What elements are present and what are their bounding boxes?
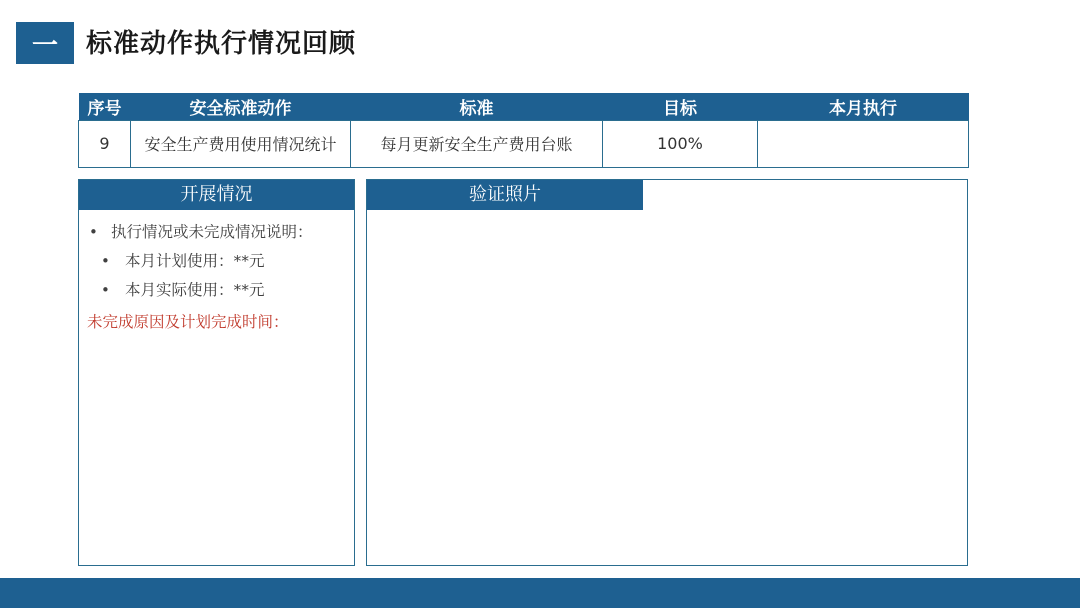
list-item	[79, 276, 354, 305]
section-number-badge: 一	[16, 22, 74, 64]
progress-panel	[78, 179, 355, 566]
cell-monthly-execution[interactable]	[758, 120, 969, 167]
progress-panel-title: 开展情况	[79, 180, 354, 210]
table-row	[79, 120, 969, 167]
bullet-dot-icon: •	[89, 223, 98, 241]
header-monthly-execution: 本月执行	[758, 93, 969, 120]
header-seq: 序号	[79, 93, 131, 120]
list-item-text: 执行情况或未完成情况说明：	[111, 223, 313, 241]
progress-bullet-list	[79, 210, 354, 305]
photo-panel-title: 验证照片	[367, 180, 643, 210]
photo-panel	[366, 179, 968, 566]
cell-standard: 每月更新安全生产费用台账	[351, 120, 603, 167]
bullet-dot-icon: •	[101, 252, 110, 270]
cell-target: 100%	[603, 120, 758, 167]
header-target: 目标	[603, 93, 758, 120]
header-standard: 标准	[351, 93, 603, 120]
cell-seq: 9	[79, 120, 131, 167]
list-item-text: 本月实际使用：**元	[125, 281, 265, 299]
list-item	[79, 247, 354, 276]
header-action: 安全标准动作	[131, 93, 351, 120]
standard-action-table	[78, 93, 969, 168]
cell-action: 安全生产费用使用情况统计	[131, 120, 351, 167]
page-title: 标准动作执行情况回顾	[86, 29, 357, 59]
list-item	[79, 218, 354, 247]
incomplete-reason-label: 未完成原因及计划完成时间：	[87, 313, 289, 331]
footer-bar	[0, 578, 1080, 608]
table-header-row	[79, 93, 969, 120]
bullet-dot-icon: •	[101, 281, 110, 299]
list-item-text: 本月计划使用：**元	[125, 252, 265, 270]
